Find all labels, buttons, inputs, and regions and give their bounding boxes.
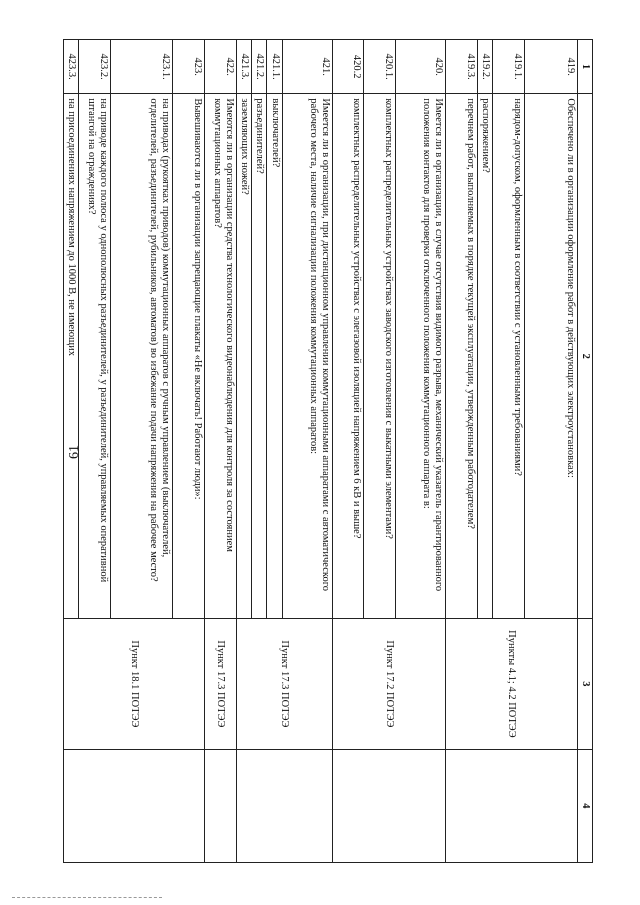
question-text: Обеспечено ли в организации оформление работ в действующих электроустановках:	[524, 94, 577, 619]
table-row	[395, 40, 445, 863]
question-text: на приводе каждого полюса у однополюсных разъединителей, у разъединителей, управляемых оперативной штангой на ограждениях?	[79, 94, 111, 619]
header-cell: 2	[577, 94, 592, 619]
checklist-table	[63, 39, 593, 863]
row-number: 423.1.	[111, 40, 173, 94]
scan-artifact-line	[12, 897, 162, 900]
row-number: 419.	[524, 40, 577, 94]
row-number: 420.	[395, 40, 445, 94]
question-text: комплектных распределительных устройствах заводского изготовления с выкатными элементами?	[364, 94, 396, 619]
row-number: 423.3.	[64, 40, 79, 94]
question-text: комплектных распределительных устройствах с элегазовой изоляцией напряжением 6 кВ и выше?	[332, 94, 364, 619]
table-row	[205, 40, 237, 863]
table-row	[282, 40, 332, 863]
notes-cell	[332, 749, 445, 862]
notes-cell	[205, 749, 237, 862]
question-text: Имеются ли в организации средства технологического видеонаблюдения для контроля за состоянием коммутационных аппаратов?	[205, 94, 237, 619]
question-text: перечнем работ, выполняемых в порядке текущей эксплуатации, утвержденным работодателем?	[445, 94, 477, 619]
question-text: выключателей?	[267, 94, 282, 619]
reference-cell: Пункт 17.3 ПОТЭЭ	[236, 619, 332, 749]
notes-cell	[64, 749, 205, 862]
notes-cell	[236, 749, 332, 862]
row-number: 422.	[205, 40, 237, 94]
reference-cell: Пункт 17.3 ПОТЭЭ	[205, 619, 237, 749]
row-number: 421.1.	[267, 40, 282, 94]
row-number: 423.	[173, 40, 205, 94]
table-row	[173, 40, 205, 863]
reference-cell: Пункты 4.1; 4.2 ПОТЭЭ	[445, 619, 577, 749]
row-number: 421.2.	[251, 40, 266, 94]
notes-cell	[445, 749, 577, 862]
question-text: заземляющих ножей?	[236, 94, 251, 619]
row-number: 421.	[282, 40, 332, 94]
row-number: 420.1.	[364, 40, 396, 94]
question-text: разъединителей?	[251, 94, 266, 619]
row-number: 420.2	[332, 40, 364, 94]
question-text: нарядом-допуском, оформленным в соответствии с установленными требованиями?	[492, 94, 524, 619]
reference-cell: Пункт 18.1 ПОТЭЭ	[64, 619, 205, 749]
question-text: распоряжением?	[477, 94, 492, 619]
table-row	[524, 40, 577, 863]
row-number: 419.2.	[477, 40, 492, 94]
question-text: Имеется ли в организации, в случае отсутствия видимого разрыва, механический указатель гарантированного положения контактов для проверки отключенного положения коммутационного аппарата в:	[395, 94, 445, 619]
question-text: Имеется ли в организации, при дистанционном управлении коммутационными аппаратами с автоматического рабочего места, наличие сигнализации положения коммутационных аппаратов:	[282, 94, 332, 619]
rotated-table-wrapper	[63, 39, 593, 863]
header-cell: 3	[577, 619, 592, 749]
row-number: 423.2.	[79, 40, 111, 94]
question-text: Вывешиваются ли в организации запрещающие плакаты «Не включать! Работают люди»:	[173, 94, 205, 619]
question-text: на приводах (рукоятках приводов) коммутационных аппаратов с ручным управлением (выключателей, отделителей, разъединителей, рубильников, автоматов) во избежание подачи напряжения на рабочее место?	[111, 94, 173, 619]
header-cell: 4	[577, 749, 592, 862]
row-number: 419.3.	[445, 40, 477, 94]
row-number: 419.1.	[492, 40, 524, 94]
row-number: 421.3.	[236, 40, 251, 94]
header-row	[577, 40, 592, 863]
question-text: на присоединениях напряжением до 1000 В, не имеющих	[64, 94, 79, 619]
reference-cell: Пункт 17.2 ПОТЭЭ	[332, 619, 445, 749]
header-cell: 1	[577, 40, 592, 94]
page-number: 61	[67, 445, 82, 459]
